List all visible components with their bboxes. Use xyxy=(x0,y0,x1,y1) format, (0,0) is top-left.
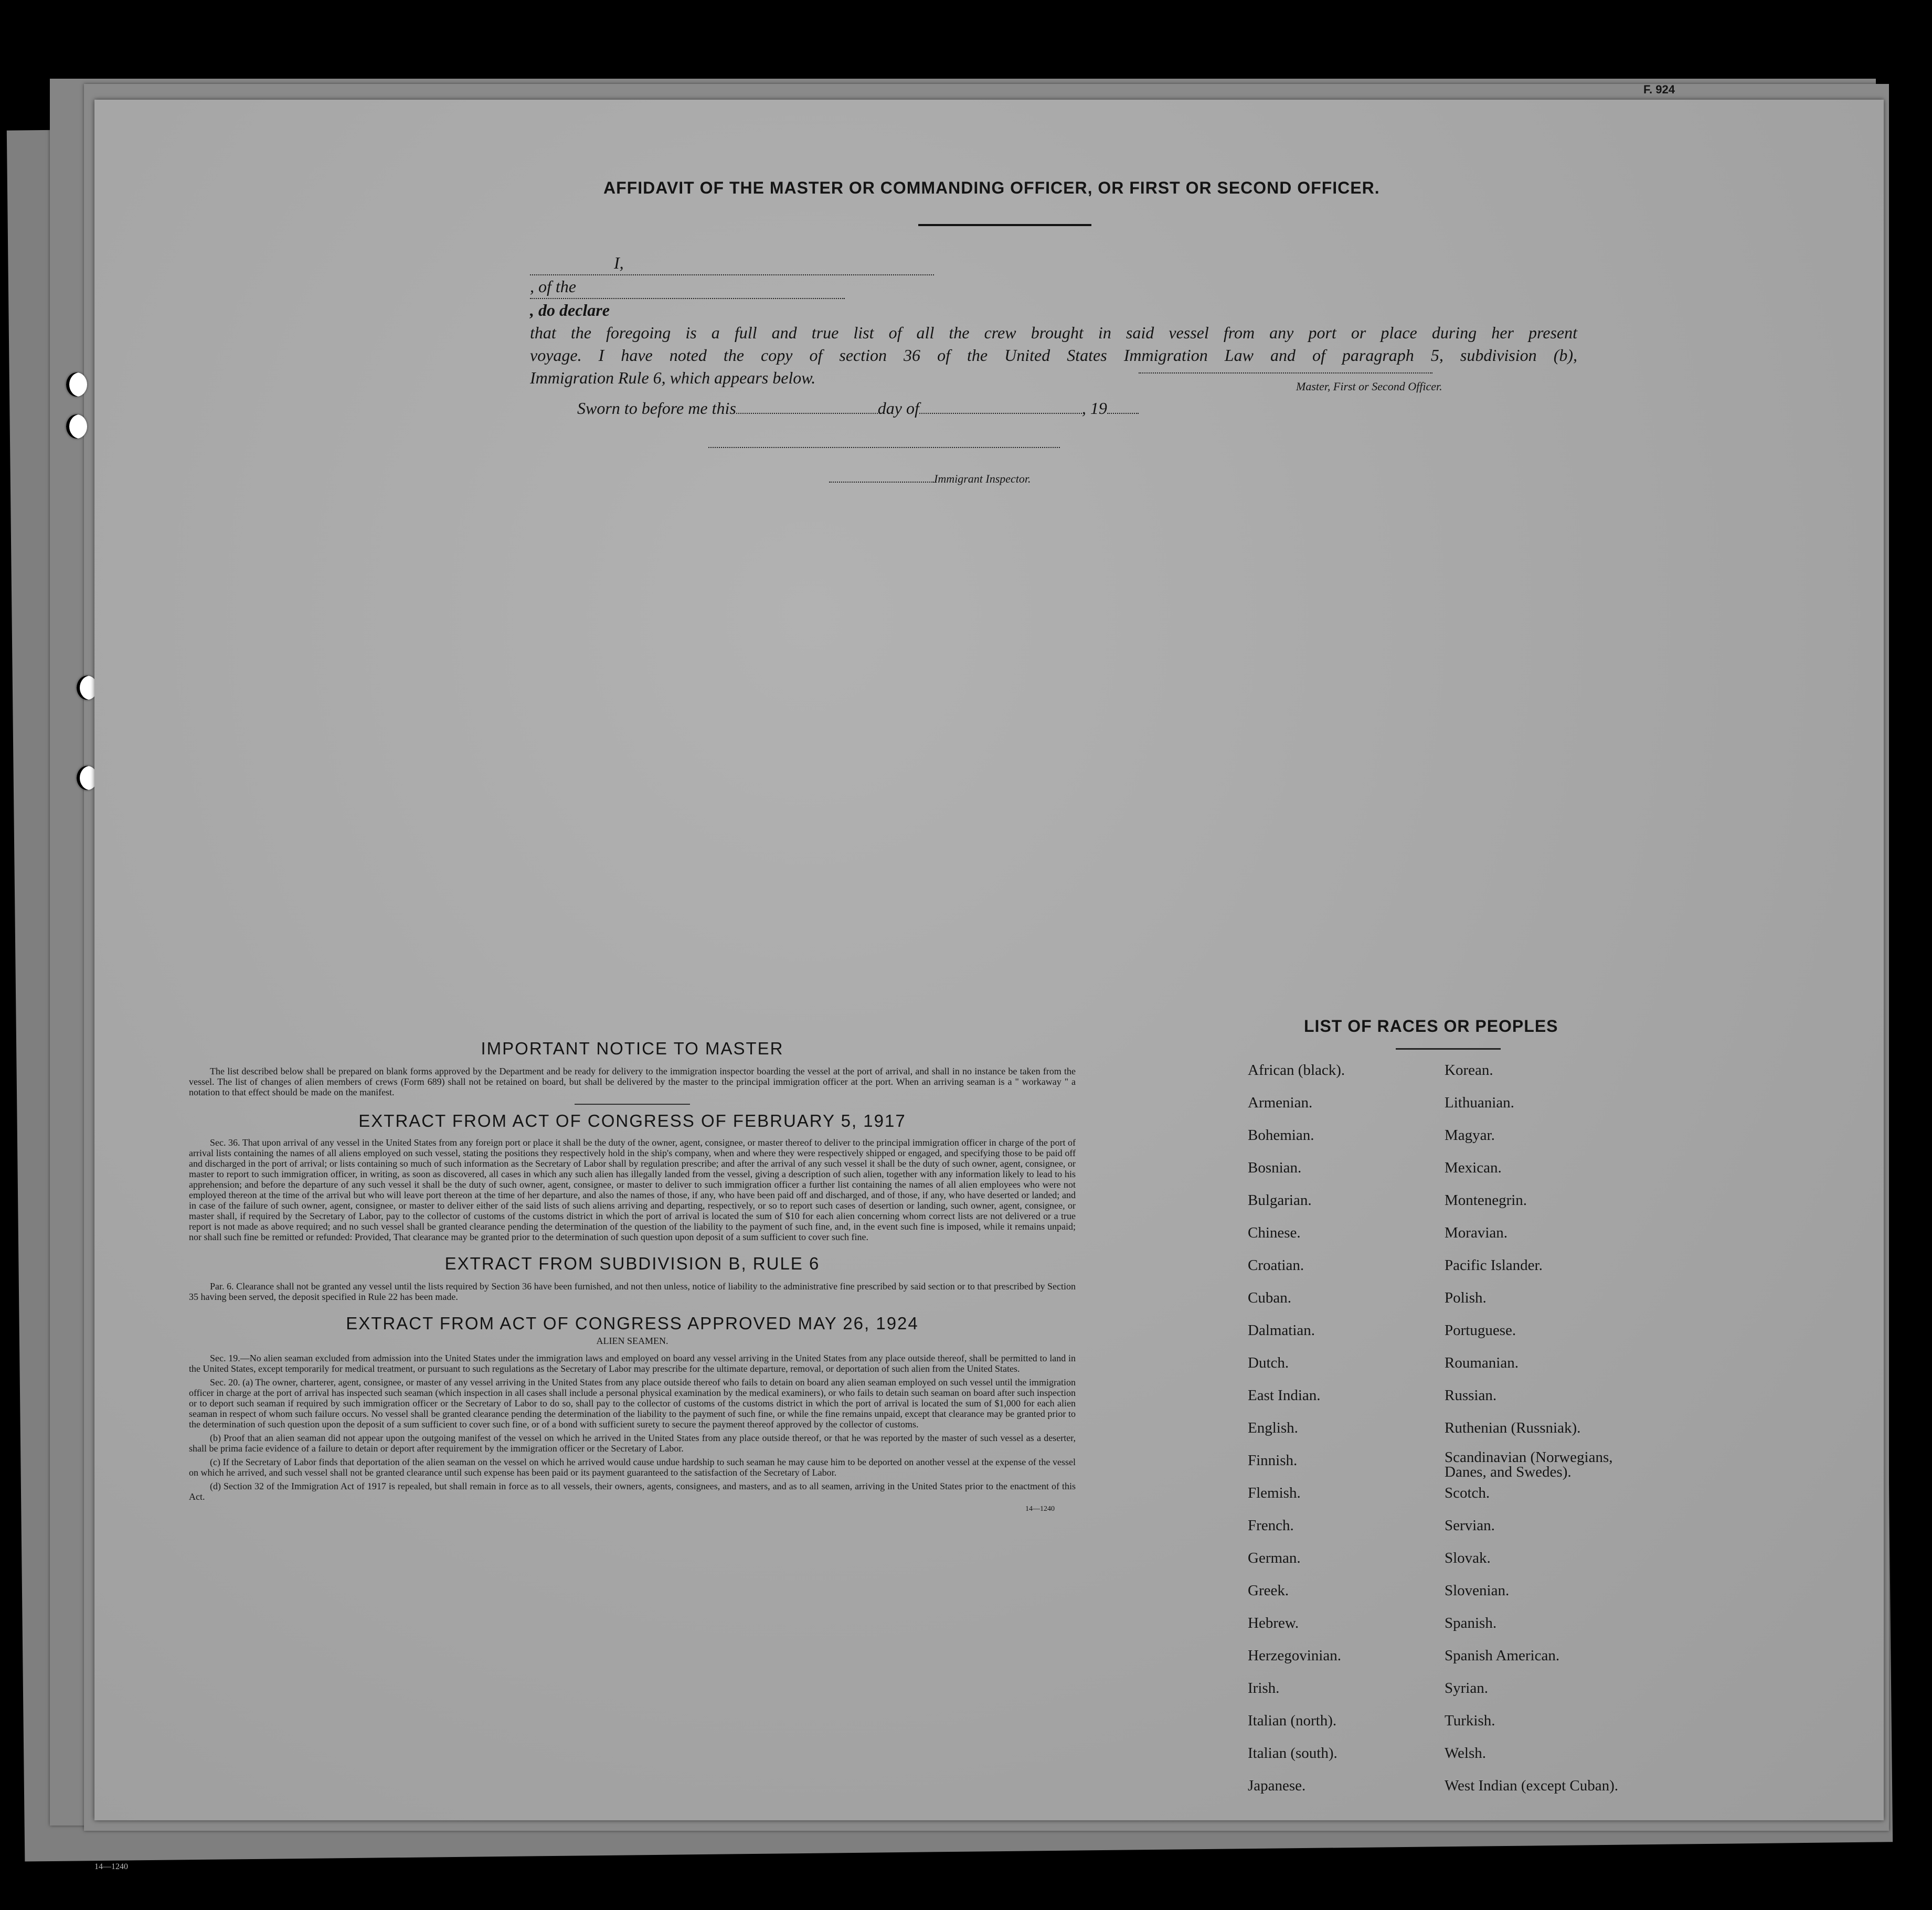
section-19-text: Sec. 19.—No alien seaman excluded from admission into the United States under the immigration laws and employed on board any vessel arriving in the United States from any place outside thereof, shall be permitted to land in the United States, except temporarily for medical treatment, or pursuant to such regulations as the Secretary of Labor may prescribe for the ultimate departure, removal, or deportation of such alien from the United States. xyxy=(189,1353,1076,1374)
race-item: Turkish. xyxy=(1445,1712,1495,1729)
vessel-field[interactable] xyxy=(530,298,845,299)
race-item: Mexican. xyxy=(1445,1159,1502,1176)
inspector-signature-label: Immigrant Inspector. xyxy=(829,472,1031,486)
race-item: East Indian. xyxy=(1248,1387,1321,1404)
form-page xyxy=(94,83,1884,1820)
title-divider xyxy=(918,224,1091,226)
affidavit-line-4: Immigration Rule 6, which appears below. xyxy=(530,368,816,387)
section-20a-text: Sec. 20. (a) The owner, charterer, agent, consignee, or master of any vessel arriving in the United States from any place outside thereof who fails to detain on board any alien seaman employed on such vessel until the immigration officer in charge at the port of arrival has inspected such seaman (which inspection in all cases shall include a personal physical examination by the medical examiners), or who fails to detain such seaman on board after such inspection or to deport such seaman if required by such immigration officer or the Secretary of Labor to do so, shall pay to the collector of customs of the customs district in which the port of arrival is located the sum of $1,000 for each alien seaman in respect of whom such failure occurs. No vessel shall be granted clearance pending the determination of the liability to the payment of such fine, or while the fine remains unpaid, except that clearance may be granted prior to the determination of such question upon the deposit of a sum sufficient to cover such fine, or of a bond with sufficient surety to secure the payment thereof approved by the collector of customs. xyxy=(189,1377,1076,1429)
race-item: Korean. xyxy=(1445,1062,1493,1079)
race-item: Spanish American. xyxy=(1445,1647,1560,1664)
affidavit-line-2: that the foregoing is a full and true list of all the crew brought in said vessel from any port or place during her present xyxy=(530,323,1577,342)
notice-section xyxy=(189,1039,1076,1513)
race-item: French. xyxy=(1248,1517,1294,1534)
race-item: Scandinavian (Norwegians, Danes, and Swedes). xyxy=(1445,1449,1613,1480)
race-item: Magyar. xyxy=(1445,1127,1495,1144)
extract-rule6-title: EXTRACT FROM SUBDIVISION B, RULE 6 xyxy=(444,1254,820,1273)
race-item: Roumanian. xyxy=(1445,1354,1519,1371)
race-item: Herzegovinian. xyxy=(1248,1647,1341,1664)
race-item: Irish. xyxy=(1248,1680,1280,1696)
race-item: German. xyxy=(1248,1550,1301,1566)
sheet-form-code: 14—1240 xyxy=(94,1862,128,1871)
race-item: English. xyxy=(1248,1420,1298,1436)
extract-rule6-body: Par. 6. Clearance shall not be granted any vessel until the lists required by Section 36 have been furnished, and not then unless, notice of liability to the administrative fine prescribed by said section or to that prescribed by Section 35 having been served, the deposit specified in Rule 22 has been made. xyxy=(189,1281,1076,1302)
section-20b-text: (b) Proof that an alien seaman did not appear upon the outgoing manifest of the vessel on which he arrived in the United States from any place outside thereof, or that he was reported by the master of such vessel as a deserter, shall be prima facie evidence of a failure to detain or deport after requirement by the immigration officer or the Secretary of Labor. xyxy=(189,1433,1076,1454)
inspector-signature-line[interactable] xyxy=(708,447,1060,448)
race-item: Flemish. xyxy=(1248,1485,1301,1501)
form-number: F. 924 xyxy=(1643,83,1675,96)
race-item: Moravian. xyxy=(1445,1224,1508,1241)
alien-seamen-heading: ALIEN SEAMEN. xyxy=(596,1336,668,1346)
extract-1917-body: Sec. 36. That upon arrival of any vessel in the United States from any foreign port or place it shall be the duty of the owner, agent, consignee, or master thereof to deliver to the principal immigration officer in charge of the port of arrival lists containing the names of all aliens employed on such vessel, stating the positions they respectively hold in the ship's company, when and where they were respectively shipped or engaged, and specifying those to be paid off and discharged in the port of arrival; or lists containing so much of such information as the Secretary of Labor shall by regulation prescribe; and after the arrival of any such vessel it shall be the duty of such owner, agent, consignee, or master to report to such immigration officer, in writing, as soon as discovered, all cases in which any such alien has illegally landed from the vessel, giving a description of such alien, together with any information likely to lead to his apprehension; and before the departure of any such vessel it shall be the duty of such owner, agent, consignee, or master to deliver to such immigration officer a further list containing the names of all alien employees who were not employed thereon at the time of the arrival but who will leave port thereon at the time of her departure, and also the names of those, if any, who have been paid off and discharged, and of those, if any, who have deserted or landed; and in case of the failure of such owner, agent, consignee, or master to deliver either of the said lists of such aliens arriving and departing, respectively, or so to report such cases of desertion or landing, such owner, agent, consignee, or master shall, if required by the Secretary of Labor, pay to the collector of customs of the customs district in which the port of arrival is located the sum of $10 for each alien concerning whom correct lists are not delivered or a true report is not made as above required; and no such vessel shall be granted clearance pending the determination of the question of the liability to the payment of such fine, and, in the event such fine is imposed, while it remains unpaid; nor shall such fine be remitted or refunded: Provided, That clearance may be granted prior to the determination of such question upon deposit of a sum sufficient to cover such fine. xyxy=(189,1137,1076,1242)
notice-body: The list described below shall be prepared on blank forms approved by the Department and be ready for delivery to the immigration inspector boarding the vessel at the port of arrival, and shall in no instance be taken from the vessel. The list of changes of alien members of crews (Form 689) shall not be retained on board, but shall be delivered by the master to the principal immigration officer at the port. When an arriving seaman is a " workaway " a notation to that effect should be made on the manifest. xyxy=(189,1066,1076,1097)
race-item: Pacific Islander. xyxy=(1445,1257,1543,1274)
affidavit-body xyxy=(530,252,1577,389)
master-signature-line[interactable] xyxy=(1139,372,1432,374)
name-field[interactable] xyxy=(530,274,934,275)
extract-1924-title: EXTRACT FROM ACT OF CONGRESS APPROVED MAY 26, 1924 xyxy=(346,1314,919,1333)
race-item: West Indian (except Cuban). xyxy=(1445,1777,1619,1794)
race-item: Dalmatian. xyxy=(1248,1322,1315,1339)
race-item: Ruthenian (Russniak). xyxy=(1445,1420,1581,1436)
race-item: Cuban. xyxy=(1248,1289,1291,1306)
affidavit-line-1: I, , of the , do declare xyxy=(530,252,1577,322)
race-item: Bosnian. xyxy=(1248,1159,1302,1176)
race-item: Italian (south). xyxy=(1248,1745,1337,1762)
race-item: Lithuanian. xyxy=(1445,1094,1514,1111)
punch-hole xyxy=(66,414,87,439)
race-item: African (black). xyxy=(1248,1062,1345,1079)
section-20d-text: (d) Section 32 of the Immigration Act of 1917 is repealed, but shall remain in force as to all vessels, their owners, agents, consignees, and masters, and as to all seamen, arriving in the United States prior to the enactment of this Act. xyxy=(189,1481,1076,1502)
sworn-day-field[interactable] xyxy=(736,413,878,414)
race-item: Slovak. xyxy=(1445,1550,1491,1566)
master-signature-label: Master, First or Second Officer. xyxy=(1296,380,1442,393)
affidavit-line-3: voyage. I have noted the copy of section 36 of the United States Immigration Law and of paragraph 5, subdivision (b), xyxy=(530,346,1577,365)
divider xyxy=(575,1104,690,1105)
race-item: Bohemian. xyxy=(1248,1127,1314,1144)
notice-title: IMPORTANT NOTICE TO MASTER xyxy=(481,1039,784,1058)
race-item: Greek. xyxy=(1248,1582,1289,1599)
sworn-month-field[interactable] xyxy=(919,413,1082,414)
sworn-line: Sworn to before me this day of , 19 xyxy=(577,399,1139,418)
notice-form-code: 14—1240 xyxy=(1025,1505,1055,1513)
extract-1917-title: EXTRACT FROM ACT OF CONGRESS OF FEBRUARY 5, 1917 xyxy=(358,1111,906,1130)
race-item: Hebrew. xyxy=(1248,1615,1299,1631)
race-item: Welsh. xyxy=(1445,1745,1487,1762)
races-title: LIST OF RACES OR PEOPLES xyxy=(1304,1017,1558,1036)
race-item: Portuguese. xyxy=(1445,1322,1516,1339)
races-divider xyxy=(1396,1048,1501,1050)
race-item: Syrian. xyxy=(1445,1680,1488,1696)
race-item: Croatian. xyxy=(1248,1257,1304,1274)
section-20c-text: (c) If the Secretary of Labor finds that deportation of the alien seaman on the vessel on which he arrived would cause undue hardship to such seaman he may cause him to be deported on another vessel at the expense of the vessel on which he arrived, and such vessel shall not be granted clearance until such expense has been paid or its payment guaranteed to the satisfaction of the Secretary of Labor. xyxy=(189,1457,1076,1478)
affidavit-title: AFFIDAVIT OF THE MASTER OR COMMANDING OFFICER, OR FIRST OR SECOND OFFICER. xyxy=(603,178,1380,197)
race-item: Slovenian. xyxy=(1445,1582,1510,1599)
races-column-right xyxy=(1445,1060,1644,1808)
punch-hole xyxy=(66,372,87,397)
race-item: Armenian. xyxy=(1248,1094,1313,1111)
race-item: Finnish. xyxy=(1248,1452,1298,1469)
race-item: Servian. xyxy=(1445,1517,1495,1534)
race-item: Scotch. xyxy=(1445,1485,1490,1501)
race-item: Spanish. xyxy=(1445,1615,1497,1631)
sworn-year-field[interactable] xyxy=(1107,413,1139,414)
race-item: Polish. xyxy=(1445,1289,1487,1306)
race-item: Dutch. xyxy=(1248,1354,1289,1371)
race-item: Montenegrin. xyxy=(1445,1192,1527,1209)
races-column-left xyxy=(1248,1060,1345,1808)
race-item: Japanese. xyxy=(1248,1777,1306,1794)
race-item: Italian (north). xyxy=(1248,1712,1337,1729)
race-item: Russian. xyxy=(1445,1387,1497,1404)
race-item: Bulgarian. xyxy=(1248,1192,1312,1209)
race-item: Chinese. xyxy=(1248,1224,1301,1241)
